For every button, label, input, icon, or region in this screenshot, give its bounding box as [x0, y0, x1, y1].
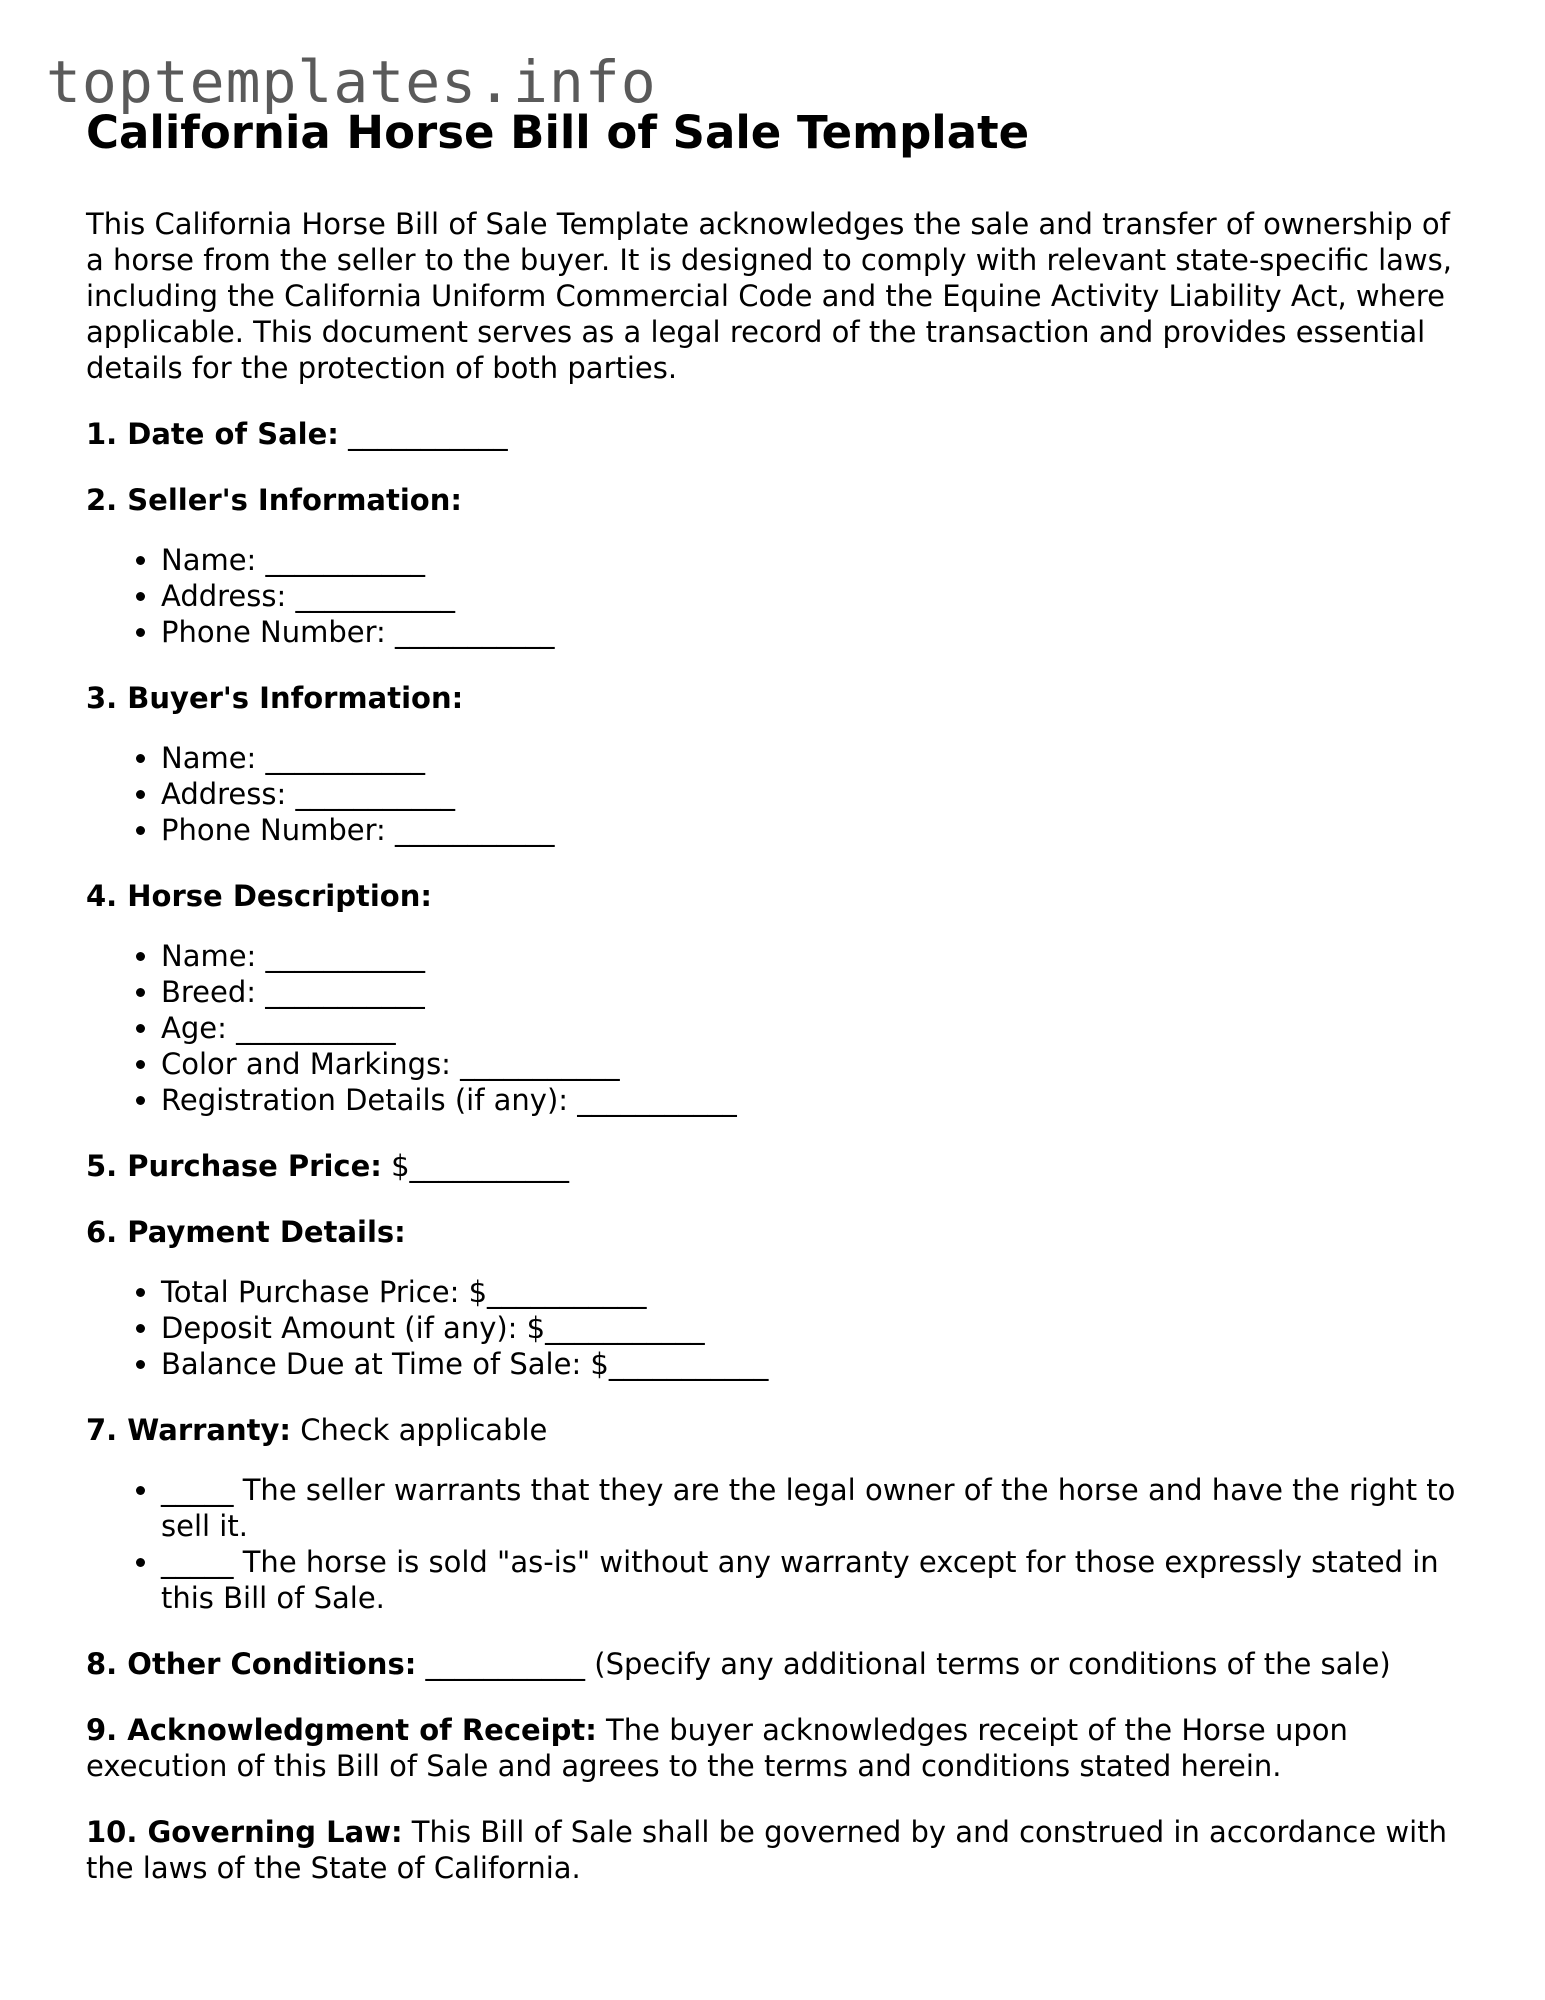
section-date-of-sale — [86, 416, 1466, 452]
total-price-field: • Total Purchase Price: $___________ — [161, 1274, 1466, 1310]
seller-address-field: • Address: ___________ — [161, 578, 1466, 614]
balance-field: • Balance Due at Time of Sale: $___________ — [161, 1346, 1466, 1382]
intro-paragraph: This California Horse Bill of Sale Template acknowledges the sale and transfer of ownership of a horse from the seller to the buyer. It is designed to comply with relevant state-specific laws, including the California Uniform Commercial Code and the Equine Activity Liability Act, where applicable. This document serves as a legal record of the transaction and provides essential details for the protection of both parties. — [86, 207, 1452, 385]
document — [86, 98, 1466, 1916]
section-label: 9. Acknowledgment of Receipt: — [86, 1713, 597, 1747]
buyer-phone-field: • Phone Number: ___________ — [161, 812, 1466, 848]
section-seller-information — [86, 482, 1466, 518]
deposit-field: • Deposit Amount (if any): $___________ — [161, 1310, 1466, 1346]
section-label: 2. Seller's Information: — [86, 483, 462, 517]
horse-color-field: • Color and Markings: ___________ — [161, 1046, 1466, 1082]
page-title: California Horse Bill of Sale Template — [86, 106, 1030, 159]
buyer-fields-list — [86, 740, 1466, 848]
other-conditions-text: ___________ (Specify any additional terms or conditions of the sale) — [416, 1647, 1391, 1681]
seller-fields-list — [86, 542, 1466, 650]
section-label: 10. Governing Law: — [86, 1815, 403, 1849]
section-label: 3. Buyer's Information: — [86, 681, 464, 715]
warranty-option-ownership: • _____ The seller warrants that they are the legal owner of the horse and have the right to sell it. — [161, 1472, 1466, 1544]
horse-age-field: • Age: ___________ — [161, 1010, 1466, 1046]
section-label: 5. Purchase Price: — [86, 1149, 382, 1183]
horse-breed-field: • Breed: ___________ — [161, 974, 1466, 1010]
governing-law-text: This Bill of Sale shall be governed by and construed in accordance with the laws of the State of California. — [86, 1815, 1447, 1885]
warranty-option-as-is: • _____ The horse is sold "as-is" without any warranty except for those expressly stated in this Bill of Sale. — [161, 1544, 1466, 1616]
purchase-price-blank: $___________ — [381, 1149, 570, 1183]
payment-fields-list — [86, 1274, 1466, 1382]
section-purchase-price — [86, 1148, 1466, 1184]
watermark: toptemplates.info — [46, 48, 657, 116]
buyer-name-field: • Name: ___________ — [161, 740, 1466, 776]
warranty-options-list — [86, 1472, 1466, 1616]
section-other-conditions — [86, 1646, 1466, 1682]
acknowledgment-text: The buyer acknowledges receipt of the Horse upon execution of this Bill of Sale and agrees to the terms and conditions stated herein. — [86, 1713, 1348, 1783]
seller-name-field: • Name: ___________ — [161, 542, 1466, 578]
buyer-address-field: • Address: ___________ — [161, 776, 1466, 812]
horse-registration-field: • Registration Details (if any): ___________ — [161, 1082, 1466, 1118]
section-horse-description — [86, 878, 1466, 914]
section-acknowledgment — [86, 1712, 1466, 1784]
section-governing-law — [86, 1814, 1466, 1886]
seller-phone-field: • Phone Number: ___________ — [161, 614, 1466, 650]
section-label: 4. Horse Description: — [86, 879, 432, 913]
section-label: 7. Warranty: — [86, 1413, 291, 1447]
section-label: 1. Date of Sale: — [86, 417, 339, 451]
section-payment-details — [86, 1214, 1466, 1250]
section-buyer-information — [86, 680, 1466, 716]
horse-name-field: • Name: ___________ — [161, 938, 1466, 974]
warranty-instruction: Check applicable — [291, 1413, 548, 1447]
section-label: 8. Other Conditions: — [86, 1647, 417, 1681]
horse-fields-list — [86, 938, 1466, 1118]
section-warranty — [86, 1412, 1466, 1448]
date-of-sale-blank: ___________ — [338, 417, 508, 451]
section-label: 6. Payment Details: — [86, 1215, 406, 1249]
